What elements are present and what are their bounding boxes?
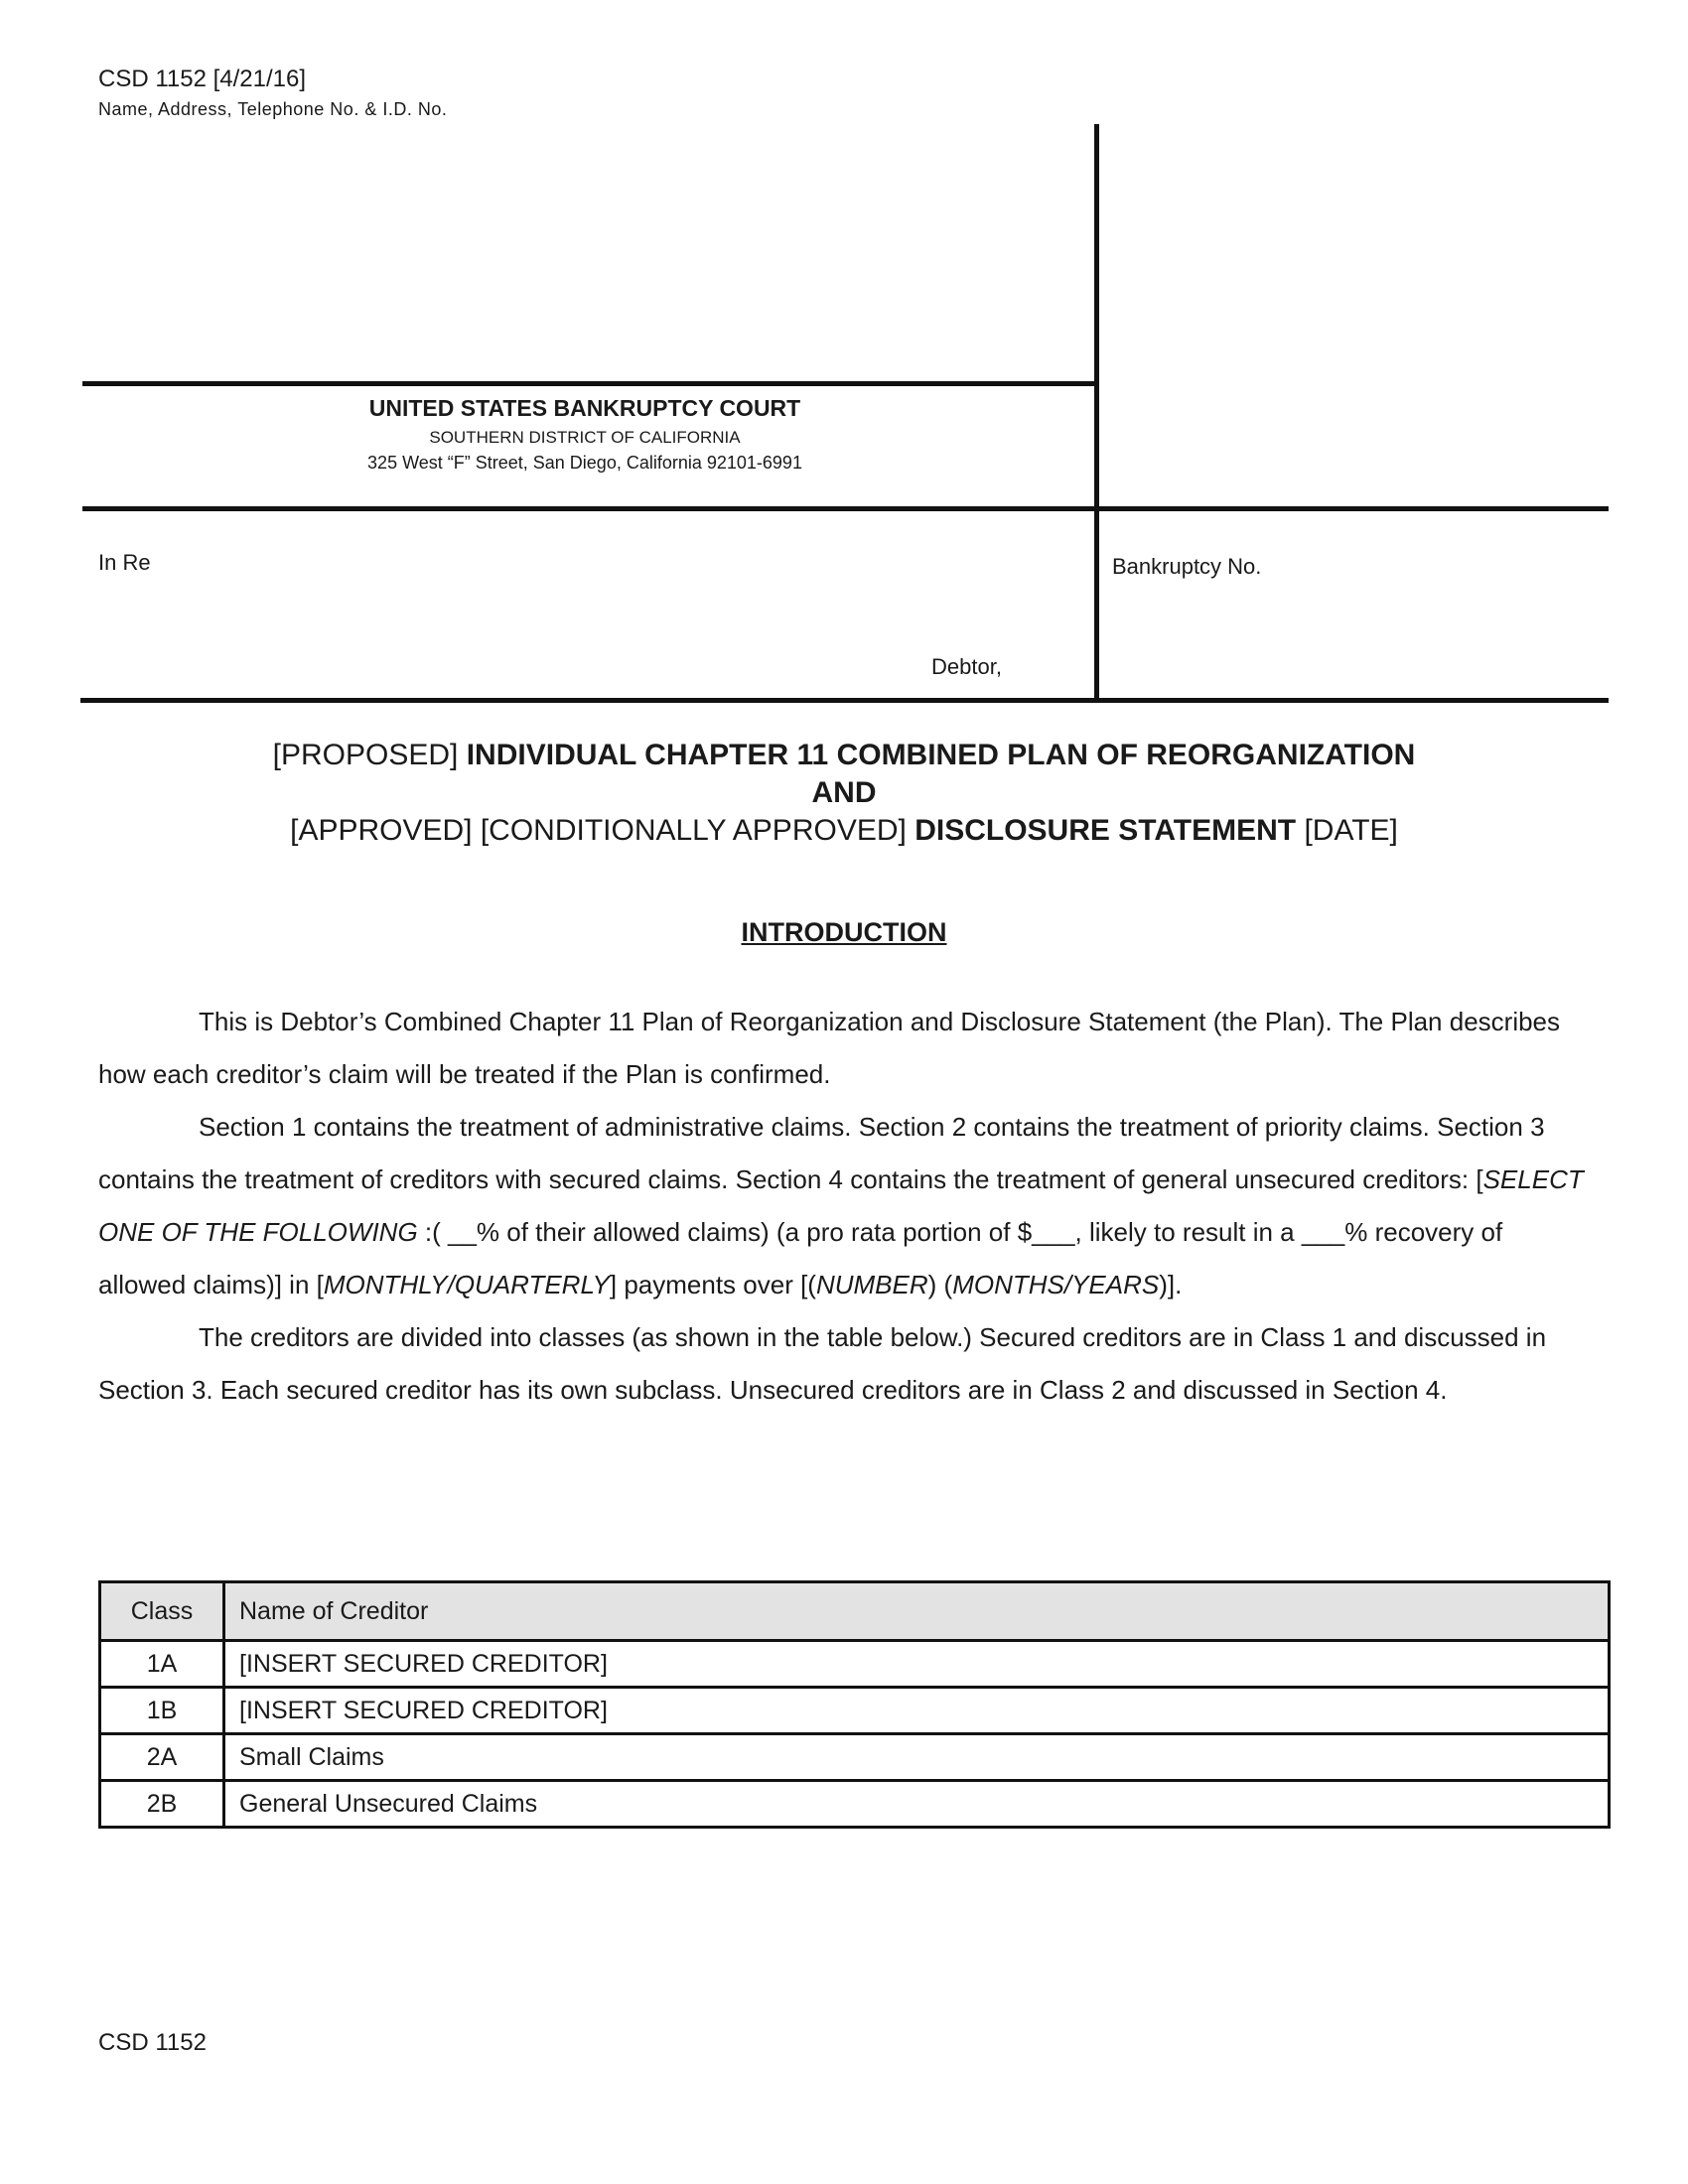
creditor-cell: [INSERT SECURED CREDITOR]: [224, 1641, 1610, 1688]
intro-paragraph-3: The creditors are divided into classes (as shown in the table below.) Secured creditors are in Class 1 and discussed in Section 3. Each secured creditor has its own subclass. Unsecured creditors are in Class 2 and discussed in Section 4.: [98, 1322, 1547, 1405]
caption-rule-top: [82, 381, 1097, 386]
creditor-cell: General Unsecured Claims: [224, 1781, 1610, 1828]
column-header-creditor: Name of Creditor: [224, 1582, 1610, 1641]
debtor-label: Debtor,: [931, 654, 1002, 679]
caption-vertical-rule: [1094, 124, 1099, 702]
title-disclosure: DISCLOSURE STATEMENT: [914, 814, 1297, 847]
class-cell: 1A: [100, 1641, 224, 1688]
title-line-1: [99, 737, 1589, 774]
filer-info-label: Name, Address, Telephone No. & I.D. No.: [98, 99, 448, 119]
title-and: AND: [811, 776, 877, 809]
table-header-row: [100, 1582, 1610, 1641]
court-address: 325 West “F” Street, San Diego, California 92101-6991: [367, 453, 802, 473]
title-line-2: [99, 774, 1589, 812]
table-row: [100, 1688, 1610, 1734]
table-row: [100, 1734, 1610, 1781]
in-re-label: In Re: [98, 550, 151, 575]
title-line-3: [99, 812, 1589, 850]
table-row: [100, 1781, 1610, 1828]
court-block: [82, 395, 1087, 474]
class-cell: 2B: [100, 1781, 224, 1828]
title-proposed: [PROPOSED]: [272, 739, 459, 771]
table-row: [100, 1641, 1610, 1688]
footer-form-id: CSD 1152: [98, 2029, 207, 2056]
bankruptcy-number-label: Bankruptcy No.: [1112, 554, 1262, 579]
class-cell: 2A: [100, 1734, 224, 1781]
title-date: [DATE]: [1304, 814, 1398, 847]
intro-paragraph-1: This is Debtor’s Combined Chapter 11 Plan of Reorganization and Disclosure Statement (the Plan). The Plan describes how each creditor’s claim will be treated if the Plan is confirmed.: [98, 1007, 1561, 1089]
court-name: UNITED STATES BANKRUPTCY COURT: [368, 395, 801, 421]
creditor-cell: Small Claims: [224, 1734, 1610, 1781]
document-title: [99, 737, 1589, 850]
title-approval-status: [APPROVED] [CONDITIONALLY APPROVED]: [290, 814, 907, 847]
caption-rule-middle: [82, 506, 1609, 511]
caption-rule-bottom: [80, 698, 1609, 703]
introduction-heading: INTRODUCTION: [741, 917, 947, 947]
form-id: CSD 1152 [4/21/16]: [98, 66, 307, 92]
creditor-cell: [INSERT SECURED CREDITOR]: [224, 1688, 1610, 1734]
intro-paragraph-2: Section 1 contains the treatment of administrative claims. Section 2 contains the treatment of priority claims. Section 3 contains the treatment of creditors with secured claims. Section 4 contains the treatment of general unsecured creditors: [SELECT ONE OF THE FOLLOWING :( __% of their allowed claims) (a pro rata portion of $___, likely to result in a ___% recovery of allowed claims)] in [MONTHLY/QUARTERLY] payments over [(NUMBER) (MONTHS/YEARS)].: [98, 1112, 1584, 1299]
class-cell: 1B: [100, 1688, 224, 1734]
creditor-class-table: [98, 1580, 1611, 1829]
court-district: SOUTHERN DISTRICT OF CALIFORNIA: [429, 428, 741, 447]
title-plan: INDIVIDUAL CHAPTER 11 COMBINED PLAN OF REORGANIZATION: [466, 739, 1416, 771]
column-header-class: Class: [100, 1582, 224, 1641]
introduction-body: [98, 996, 1593, 1417]
